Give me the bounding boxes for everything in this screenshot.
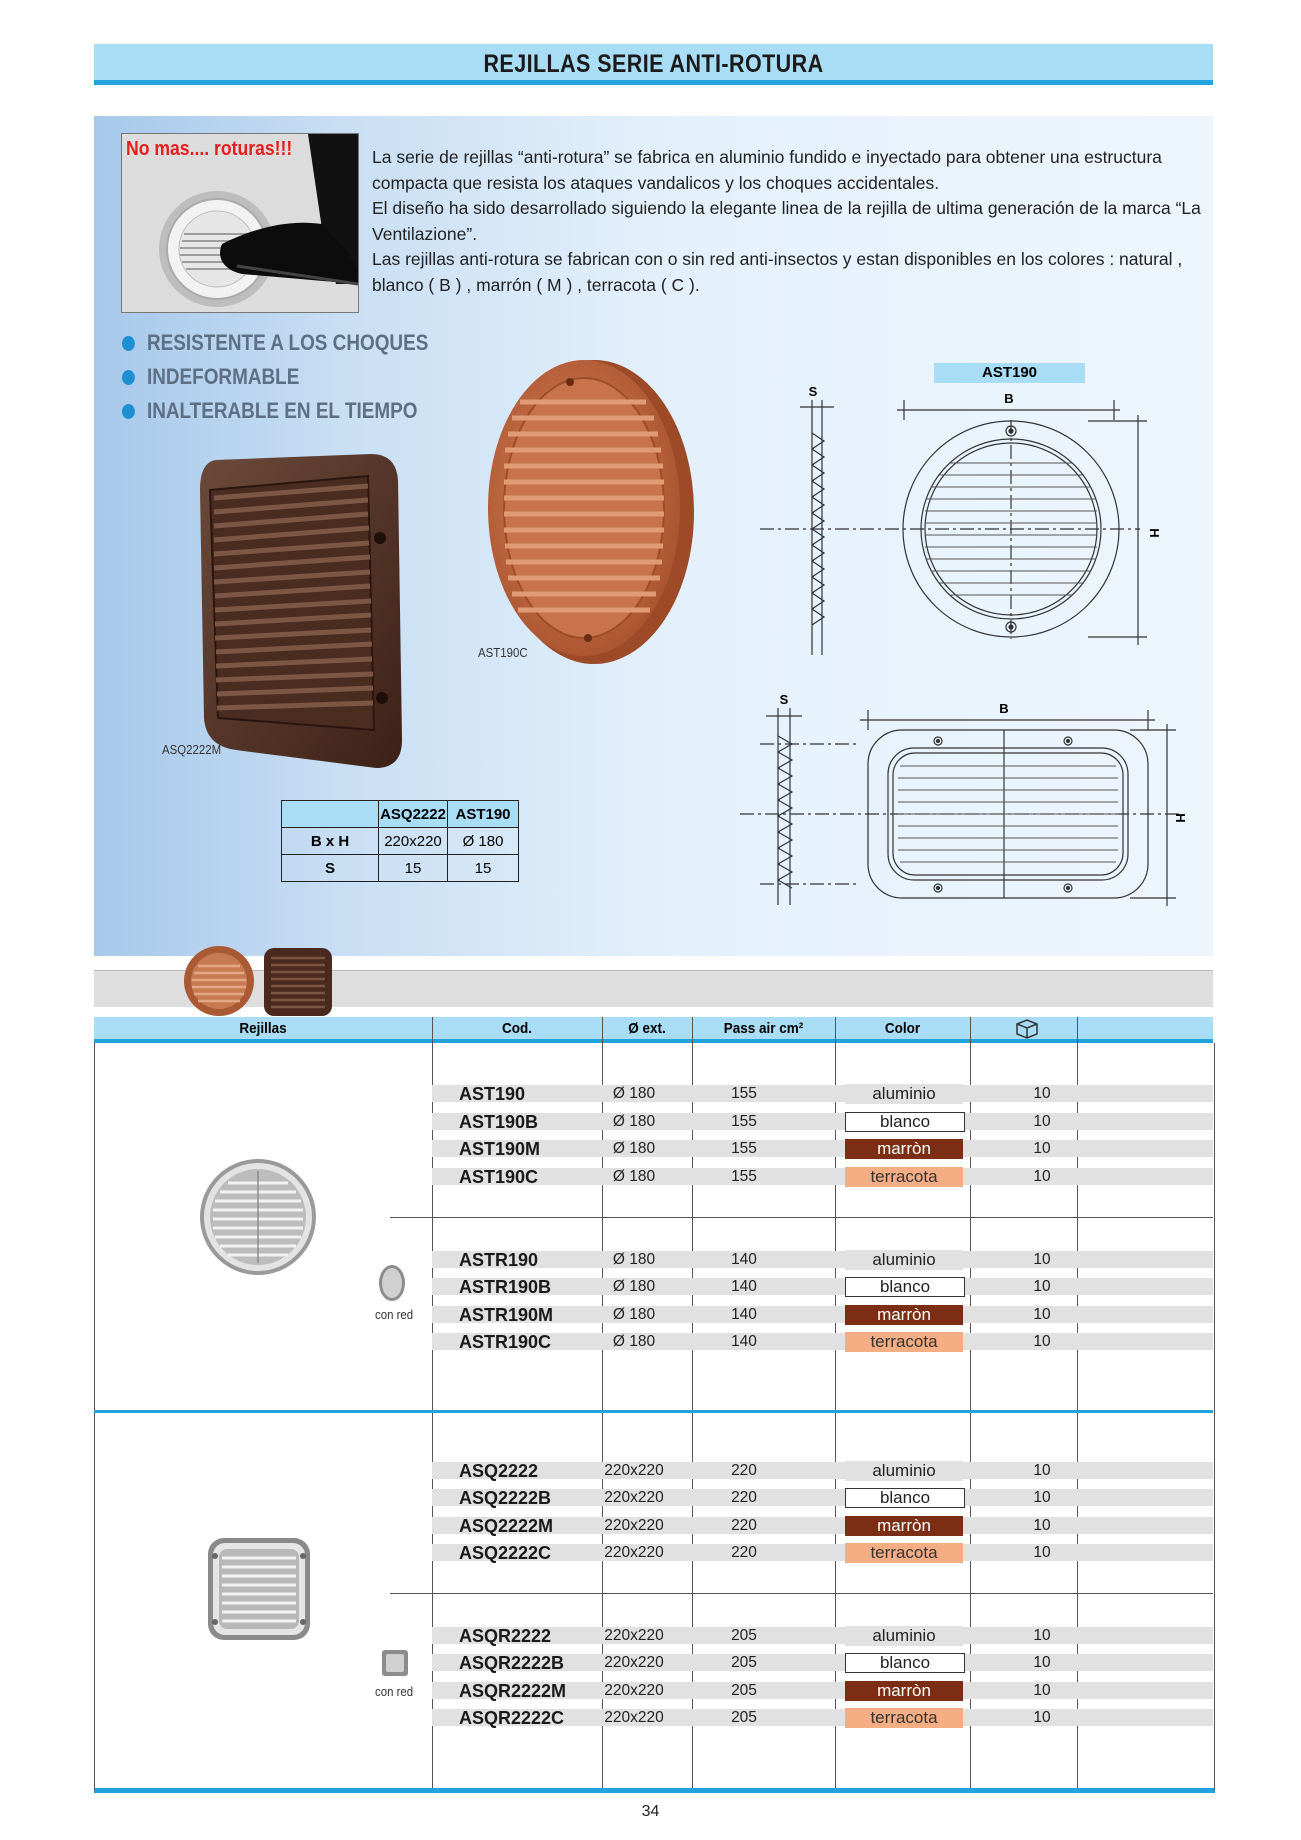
intro-paragraph: Las rejillas anti-rotura se fabrican con o sin red anti-insectos y estan disponibles en los colores : natural , blanco ( B ) , marrón ( M ) , terracota ( C ). <box>372 249 1183 295</box>
color-swatch: terracota <box>845 1543 963 1563</box>
round-grille-aluminium-image <box>198 1157 318 1277</box>
table-row: ASQ2222C 220x220 220 terracota 10 <box>432 1542 1213 1561</box>
square-grille-brown-image <box>196 450 406 774</box>
table-row: AST190 Ø 180 155 aluminio 10 <box>432 1083 1213 1102</box>
h-dimension-label: H <box>1173 813 1188 823</box>
spec-table <box>281 800 519 882</box>
insect-net-round-icon <box>377 1263 407 1303</box>
intro-text <box>372 145 1212 299</box>
spec-cell: Ø 180 <box>448 828 519 855</box>
table-row: ASQ2222M 220x220 220 marròn 10 <box>432 1515 1213 1534</box>
spec-col-header: ASQ2222 <box>379 801 448 828</box>
feature-item: INDEFORMABLE <box>122 364 299 390</box>
color-swatch: terracota <box>845 1167 963 1187</box>
intro-paragraph: La serie de rejillas “anti-rotura” se fabrica en aluminio fundido e inyectado para obtener una estructura compacta que resista los ataques vandalicos y los choques accidentales. <box>372 147 1162 193</box>
s-dimension-label: S <box>808 384 818 399</box>
table-row: AST190C Ø 180 155 terracota 10 <box>432 1166 1213 1185</box>
bullet-icon <box>122 336 135 351</box>
square-technical-drawing <box>740 690 1188 920</box>
round-grille-thumbnail <box>182 944 256 1018</box>
color-swatch: aluminio <box>845 1626 963 1646</box>
product-label: AST190C <box>478 645 528 660</box>
color-swatch: aluminio <box>845 1461 963 1481</box>
col-header-cod: Cod. <box>501 1020 532 1037</box>
table-row: ASQ2222B 220x220 220 blanco 10 <box>432 1487 1213 1506</box>
color-swatch: terracota <box>845 1332 963 1352</box>
round-technical-drawing <box>760 385 1160 655</box>
table-row: AST190M Ø 180 155 marròn 10 <box>432 1138 1213 1157</box>
color-swatch: marròn <box>845 1305 963 1325</box>
col-header-color: Color <box>884 1020 921 1037</box>
table-row: AST190B Ø 180 155 blanco 10 <box>432 1111 1213 1130</box>
s-dimension-label: S <box>779 692 789 707</box>
round-grille-terracotta-image <box>474 356 696 668</box>
spec-cell: 15 <box>379 855 448 882</box>
color-swatch: blanco <box>845 1488 965 1508</box>
spec-corner <box>282 801 379 828</box>
page-title: REJILLAS SERIE ANTI-ROTURA <box>483 50 824 78</box>
page-number: 34 <box>641 1803 660 1820</box>
insect-net-square-icon <box>380 1648 410 1678</box>
table-row: ASTR190C Ø 180 140 terracota 10 <box>432 1331 1213 1350</box>
con-red-label: con red <box>375 1307 414 1322</box>
feature-item: INALTERABLE EN EL TIEMPO <box>122 398 417 424</box>
table-row: ASTR190M Ø 180 140 marròn 10 <box>432 1304 1213 1323</box>
table-row: ASQR2222C 220x220 205 terracota 10 <box>432 1707 1213 1726</box>
product-photo <box>121 133 359 313</box>
b-dimension-label: B <box>1004 391 1014 406</box>
table-row: ASQR2222M 220x220 205 marròn 10 <box>432 1680 1213 1699</box>
table-row: ASQ2222 220x220 220 aluminio 10 <box>432 1460 1213 1479</box>
product-table-header <box>94 1017 1213 1043</box>
color-swatch: marròn <box>845 1139 963 1159</box>
spec-cell: 15 <box>448 855 519 882</box>
intro-paragraph: El diseño ha sido desarrollado siguiendo la elegante linea de la rejilla de ultima generación de la marca “La Ventilazione”. <box>372 198 1201 244</box>
color-swatch: blanco <box>845 1277 965 1297</box>
table-row: ASQR2222 220x220 205 aluminio 10 <box>432 1625 1213 1644</box>
col-header-rejillas: Rejillas <box>239 1020 287 1037</box>
color-swatch: aluminio <box>845 1084 963 1104</box>
bullet-icon <box>122 404 135 419</box>
photo-caption: No mas.... roturas!!! <box>126 138 293 160</box>
color-swatch: aluminio <box>845 1250 963 1270</box>
color-swatch: blanco <box>845 1653 965 1673</box>
color-swatch: terracota <box>845 1708 963 1728</box>
col-header-ext: Ø ext. <box>628 1020 666 1037</box>
square-grille-thumbnail <box>262 946 334 1018</box>
con-red-label: con red <box>375 1684 414 1699</box>
table-row: ASTR190 Ø 180 140 aluminio 10 <box>432 1249 1213 1268</box>
bullet-icon <box>122 370 135 385</box>
table-row: ASQR2222B 220x220 205 blanco 10 <box>432 1652 1213 1671</box>
color-swatch: marròn <box>845 1681 963 1701</box>
b-dimension-label: B <box>999 701 1009 716</box>
square-grille-aluminium-image <box>206 1536 312 1642</box>
color-swatch: blanco <box>845 1112 965 1132</box>
col-header-pass: Pass air cm² <box>723 1020 804 1037</box>
h-dimension-label: H <box>1147 528 1162 538</box>
table-row: ASTR190B Ø 180 140 blanco 10 <box>432 1276 1213 1295</box>
drawing-title: AST190 <box>934 363 1085 383</box>
product-label: ASQ2222M <box>162 742 222 757</box>
color-swatch: marròn <box>845 1516 963 1536</box>
spec-row-label: S <box>282 855 379 882</box>
feature-item: RESISTENTE A LOS CHOQUES <box>122 330 428 356</box>
title-bar <box>94 44 1213 85</box>
spec-row-label: B x H <box>282 828 379 855</box>
spec-col-header: AST190 <box>448 801 519 828</box>
box-icon <box>1012 1018 1042 1040</box>
spec-cell: 220x220 <box>379 828 448 855</box>
